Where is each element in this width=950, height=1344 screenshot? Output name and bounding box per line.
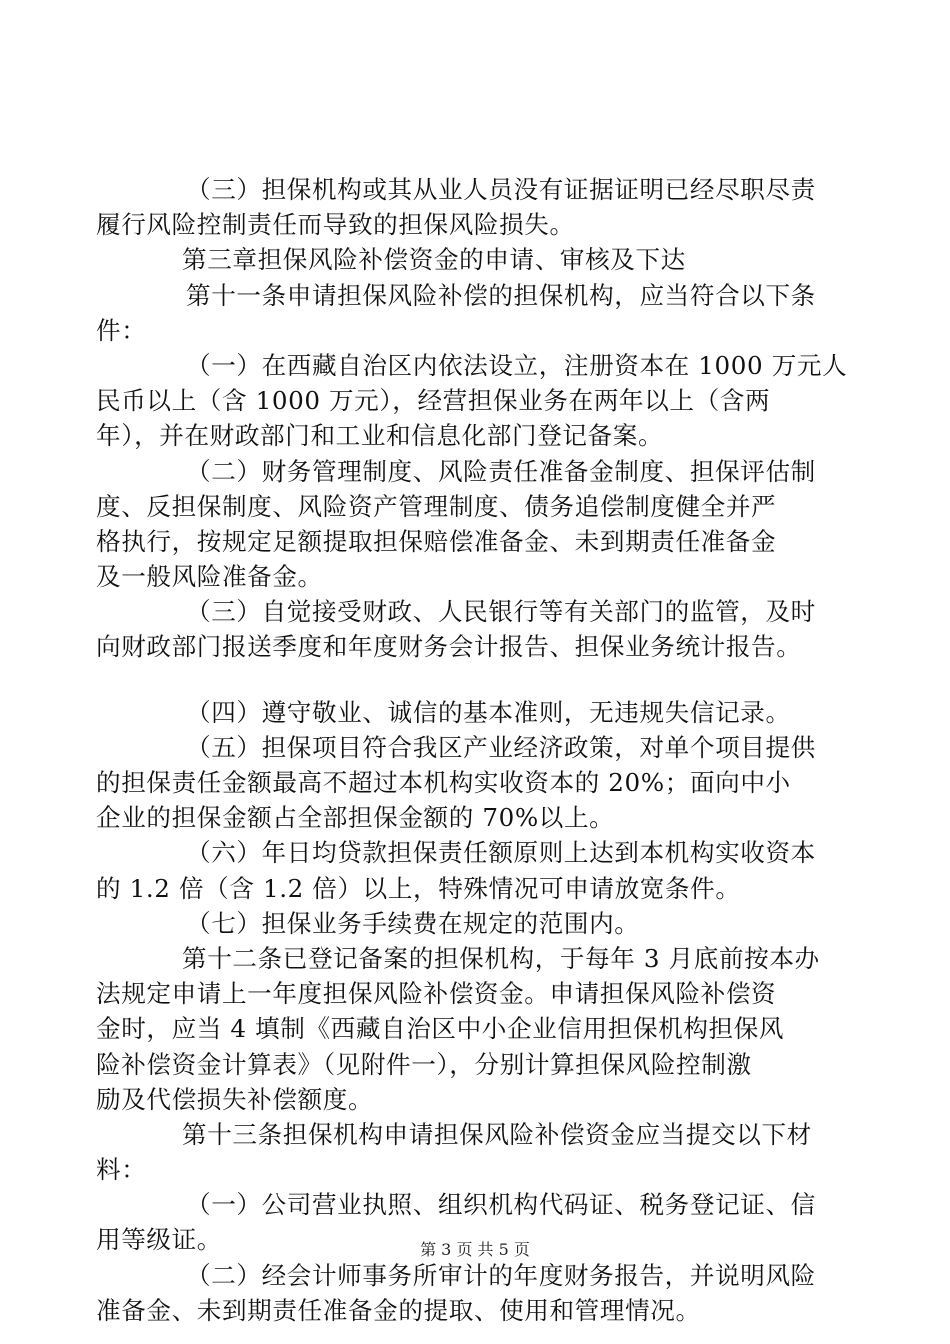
paragraph-line: 向财政部门报送季度和年度财务会计报告、担保业务统计报告。 (96, 632, 802, 662)
paragraph-line: （二）财务管理制度、风险责任准备金制度、担保评估制 (186, 456, 816, 486)
paragraph-line: 金时，应当 4 填制《西藏自治区中小企业信用担保机构担保风 (96, 1014, 785, 1044)
paragraph-line: 险补偿资金计算表》（见附件一），分别计算担保风险控制激 (96, 1049, 752, 1079)
paragraph-line: 履行风险控制责任而导致的担保风险损失。 (96, 210, 575, 240)
paragraph-line: 励及代偿损失补偿额度。 (96, 1084, 374, 1114)
paragraph-line: 的担保责任金额最高不超过本机构实收资本的 20%；面向中小 (96, 768, 791, 797)
paragraph-line: （五）担保项目符合我区产业经济政策，对单个项目提供 (186, 732, 816, 762)
paragraph-line: 用等级证。 (96, 1225, 222, 1255)
paragraph-line: 年），并在财政部门和工业和信息化部门登记备案。 (96, 421, 664, 451)
paragraph-line: （三）担保机构或其从业人员没有证据证明已经尽职尽责 (186, 175, 816, 204)
paragraph-line: 度、反担保制度、风险资产管理制度、债务追偿制度健全并严 (96, 491, 777, 521)
paragraph-line: （一）公司营业执照、组织机构代码证、税务登记证、信 (186, 1190, 816, 1220)
paragraph-line: 法规定申请上一年度担保风险补偿资金。申请担保风险补偿资 (96, 979, 777, 1009)
paragraph-line: 的 1.2 倍（含 1.2 倍）以上，特殊情况可申请放宽条件。 (96, 873, 741, 903)
paragraph-line: 企业的担保金额占全部担保金额的 70%以上。 (96, 803, 615, 833)
paragraph-line: （二）经会计师事务所审计的年度财务报告，并说明风险 (186, 1260, 816, 1290)
paragraph-line: 格执行，按规定足额提取担保赔偿准备金、未到期责任准备金 (96, 526, 777, 556)
paragraph-line: （一）在西藏自治区内依法设立，注册资本在 1000 万元人 (186, 350, 848, 380)
paragraph-line: 料： (96, 1155, 147, 1185)
article-line: 第十二条已登记备案的担保机构，于每年 3 月底前按本办 (182, 943, 820, 973)
paragraph-line: 第十一条申请担保风险补偿的担保机构，应当符合以下条 (186, 280, 816, 310)
paragraph-line: （三）自觉接受财政、人民银行等有关部门的监管，及时 (186, 597, 816, 627)
paragraph-line: 民币以上（含 1000 万元），经营担保业务在两年以上（含两 (96, 386, 771, 416)
chapter-heading: 第三章担保风险补偿资金的申请、审核及下达 (182, 245, 686, 275)
document-body (96, 172, 860, 1328)
paragraph-line: （六）年日均贷款担保责任额原则上达到本机构实收资本 (186, 838, 816, 868)
article-line: 第十三条担保机构申请担保风险补偿资金应当提交以下材 (182, 1119, 812, 1149)
page-footer (0, 1240, 950, 1260)
paragraph-gap (96, 665, 860, 695)
paragraph-line: 及一般风险准备金。 (96, 562, 323, 592)
paragraph-line: （七）担保业务手续费在规定的范围内。 (186, 908, 640, 938)
paragraph-line: 件： (96, 315, 147, 345)
page-number-label: 第 3 页 共 5 页 (420, 1240, 530, 1259)
paragraph-line: 准备金、未到期责任准备金的提取、使用和管理情况。 (96, 1295, 701, 1325)
paragraph-line: （四）遵守敬业、诚信的基本准则，无违规失信记录。 (186, 697, 791, 727)
